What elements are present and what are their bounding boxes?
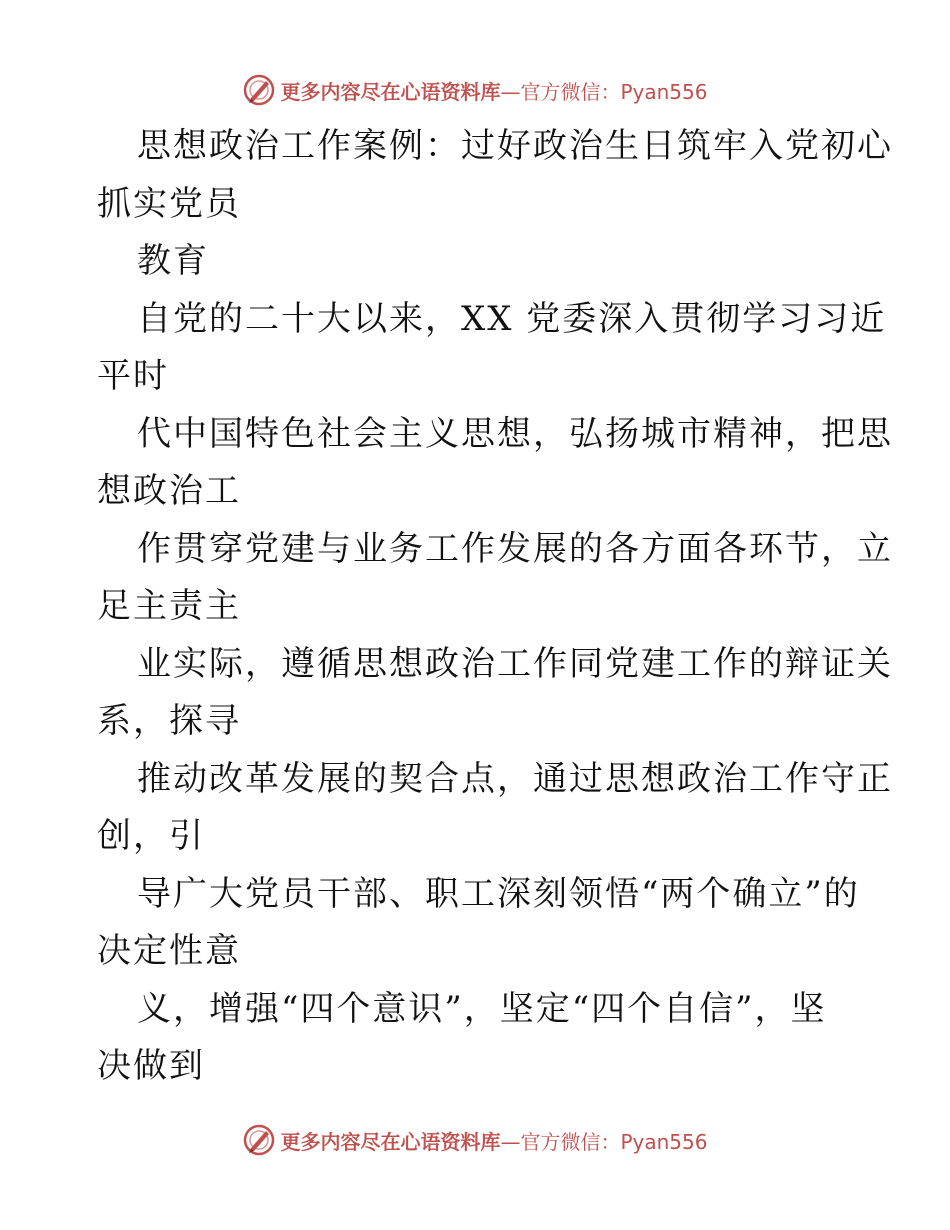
document-body: [97, 118, 893, 1096]
watermark-contact: —官方微信：Pyan556: [500, 1129, 708, 1154]
pen-logo-icon: [242, 1123, 276, 1157]
text-line: 决定性意: [97, 931, 241, 971]
text-line: 推动改革发展的契合点，通过思想政治工作守正: [137, 758, 893, 799]
text-line: 代中国特色社会主义思想，弘扬城市精神，把思: [137, 413, 893, 454]
text-line: 决做到: [97, 1046, 205, 1086]
watermark-text: 更多内容尽在心语资料库: [280, 1129, 501, 1154]
text-line: 系，探寻: [97, 701, 241, 741]
watermark-contact: —官方微信：Pyan556: [500, 79, 708, 104]
text-line: 想政治工: [97, 471, 241, 511]
watermark-footer: [0, 1120, 950, 1160]
text-line: 教育: [137, 241, 209, 281]
text-line: 创，引: [97, 816, 205, 856]
watermark-header: [0, 70, 950, 110]
watermark-text: 更多内容尽在心语资料库: [280, 79, 501, 104]
text-line: 义，增强“四个意识”，坚定“四个自信”，坚: [137, 988, 827, 1029]
text-line: 足主责主: [97, 586, 241, 626]
text-line: 思想政治工作案例：过好政治生日筑牢入党初心: [137, 126, 893, 166]
text-line: 抓实党员: [97, 183, 241, 224]
text-line: 业实际，遵循思想政治工作同党建工作的辩证关: [137, 643, 893, 684]
pen-logo-icon: [242, 73, 276, 107]
text-line: 作贯穿党建与业务工作发展的各方面各环节，立: [137, 528, 893, 569]
text-line: 平时: [97, 356, 169, 396]
text-line: 自党的二十大以来，XX 党委深入贯彻学习习近: [137, 298, 887, 339]
text-line: 导广大党员干部、职工深刻领悟“两个确立”的: [137, 873, 860, 914]
